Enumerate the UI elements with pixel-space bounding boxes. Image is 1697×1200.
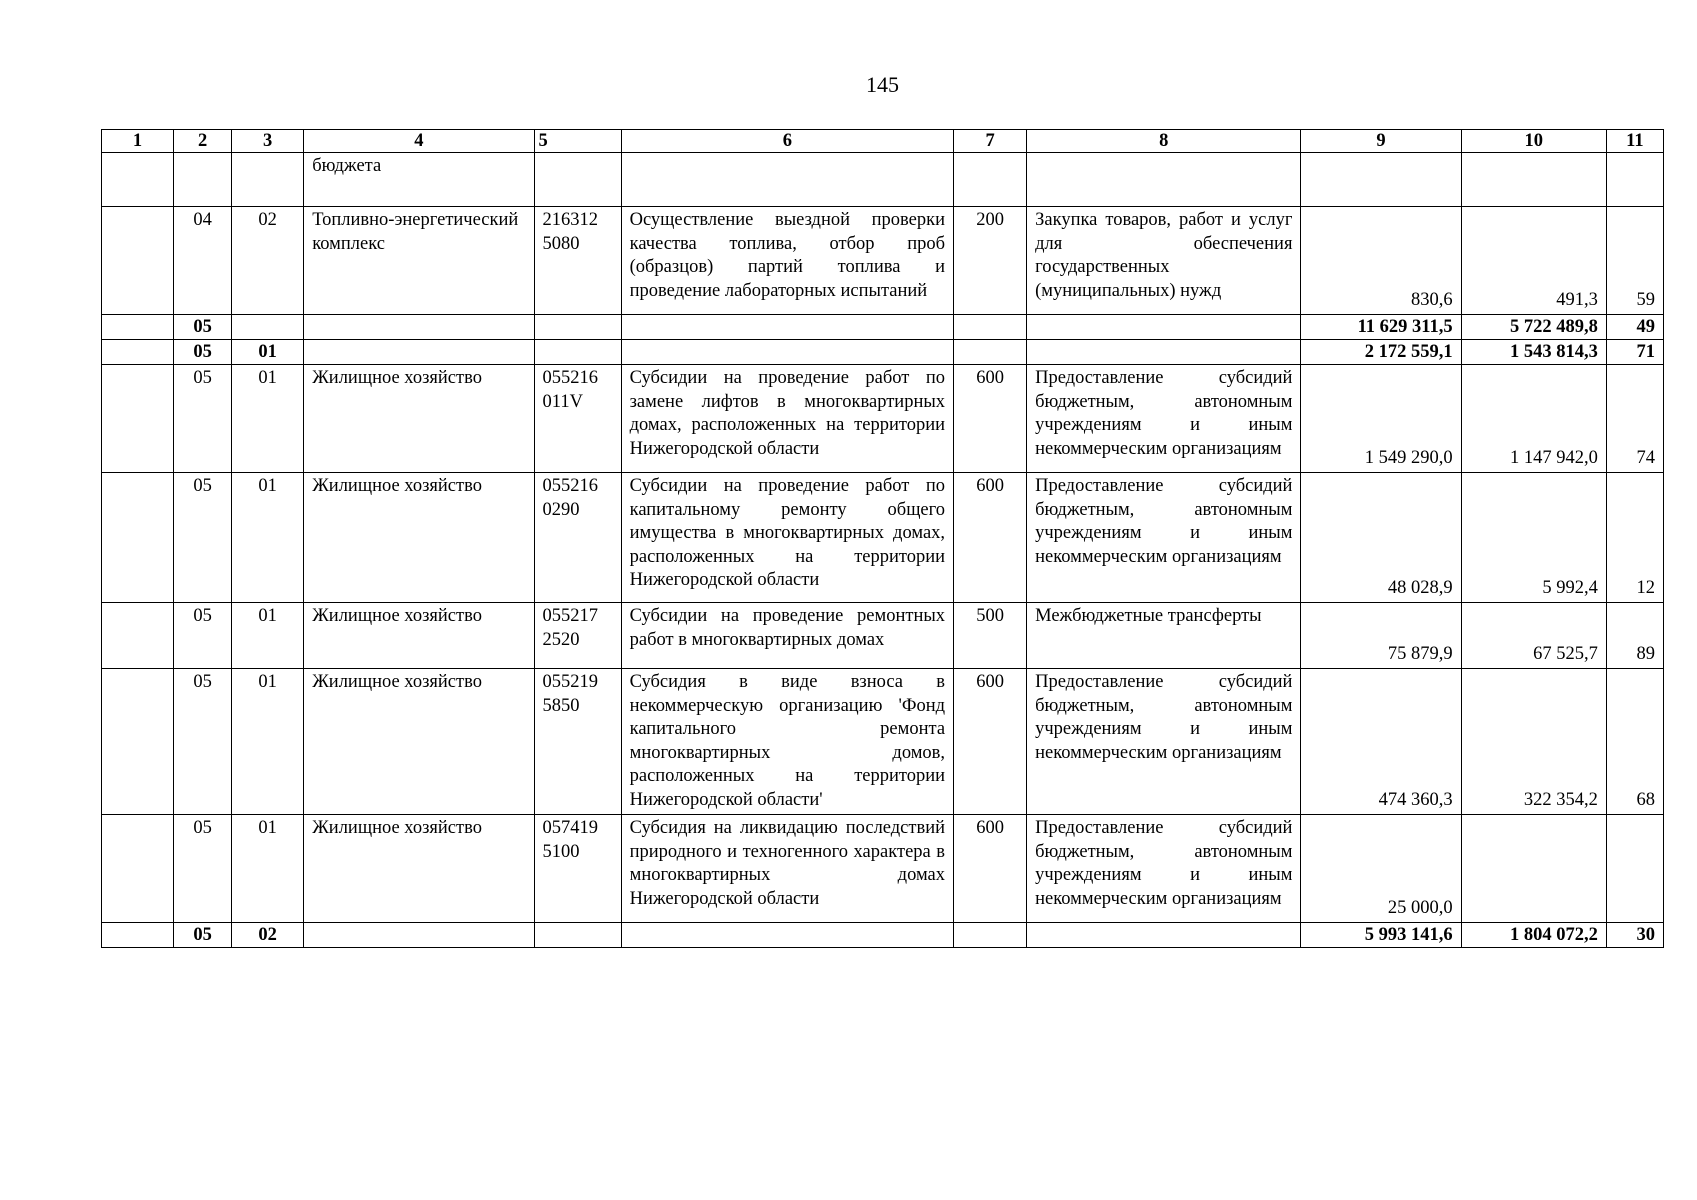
column-header: 8 (1027, 130, 1301, 153)
cell-expense-type (954, 315, 1027, 340)
cell-expense-name: Предоставление субсидий бюджетным, автономным учреждениям и иным некоммерческим организациям (1027, 473, 1301, 603)
cell-description: Субсидии на проведение ремонтных работ в многоквартирных домах (621, 603, 953, 669)
cell-planned: 75 879,9 (1301, 603, 1461, 669)
cell-executed (1461, 815, 1606, 923)
column-header: 5 (534, 130, 621, 153)
cell-description: Осуществление выездной проверки качества топлива, отбор проб (образцов) партий топлива и проведение лабораторных испытаний (621, 207, 953, 315)
cell-description (621, 315, 953, 340)
column-header: 1 (102, 130, 174, 153)
table-row (102, 365, 1664, 473)
cell-section: 05 (174, 315, 232, 340)
column-header: 11 (1606, 130, 1663, 153)
cell-description: Субсидии на проведение работ по замене лифтов в многоквартирных домах, расположенных на территории Нижегородской области (621, 365, 953, 473)
cell-expense-name (1027, 340, 1301, 365)
column-header: 6 (621, 130, 953, 153)
cell-section-name: Жилищное хозяйство (304, 473, 534, 603)
cell-subsection: 01 (232, 473, 304, 603)
cell-executed: 1 543 814,3 (1461, 340, 1606, 365)
table-row (102, 153, 1664, 207)
cell-planned (1301, 153, 1461, 207)
cell-section: 05 (174, 473, 232, 603)
cell-percent: 12 (1606, 473, 1663, 603)
cell-executed: 322 354,2 (1461, 669, 1606, 815)
cell-expense-name (1027, 923, 1301, 948)
cell-col1 (102, 923, 174, 948)
cell-expense-name: Предоставление субсидий бюджетным, автономным учреждениям и иным некоммерческим организациям (1027, 365, 1301, 473)
cell-expense-type: 600 (954, 669, 1027, 815)
cell-description: Субсидия на ликвидацию последствий природного и техногенного характера в многоквартирных домах Нижегородской области (621, 815, 953, 923)
cell-description (621, 340, 953, 365)
cell-target-code: 057419 5100 (534, 815, 621, 923)
cell-target-code (534, 340, 621, 365)
table-body (102, 153, 1664, 948)
column-header: 2 (174, 130, 232, 153)
cell-description: Субсидии на проведение работ по капитальному ремонту общего имущества в многоквартирных домах, расположенных на территории Нижегородской области (621, 473, 953, 603)
cell-description: Субсидия в виде взноса в некоммерческую организацию 'Фонд капитального ремонта многоквартирных домов, расположенных на территории Нижегородской области' (621, 669, 953, 815)
cell-percent: 59 (1606, 207, 1663, 315)
cell-description (621, 153, 953, 207)
cell-target-code: 216312 5080 (534, 207, 621, 315)
cell-subsection (232, 315, 304, 340)
cell-subsection: 02 (232, 923, 304, 948)
cell-percent: 89 (1606, 603, 1663, 669)
cell-target-code (534, 315, 621, 340)
cell-expense-type (954, 923, 1027, 948)
cell-section (174, 153, 232, 207)
cell-section-name (304, 315, 534, 340)
cell-executed: 5 722 489,8 (1461, 315, 1606, 340)
cell-subsection: 01 (232, 365, 304, 473)
cell-subsection: 01 (232, 669, 304, 815)
cell-executed: 491,3 (1461, 207, 1606, 315)
cell-planned: 474 360,3 (1301, 669, 1461, 815)
cell-col1 (102, 207, 174, 315)
cell-expense-type: 200 (954, 207, 1027, 315)
cell-percent: 68 (1606, 669, 1663, 815)
column-header: 4 (304, 130, 534, 153)
cell-expense-type: 600 (954, 473, 1027, 603)
cell-expense-type (954, 153, 1027, 207)
cell-section: 05 (174, 603, 232, 669)
page-number: 145 (866, 72, 899, 97)
cell-target-code (534, 153, 621, 207)
column-header: 7 (954, 130, 1027, 153)
cell-executed: 1 147 942,0 (1461, 365, 1606, 473)
cell-planned: 1 549 290,0 (1301, 365, 1461, 473)
cell-expense-name: Предоставление субсидий бюджетным, автономным учреждениям и иным некоммерческим организациям (1027, 815, 1301, 923)
cell-section-name (304, 340, 534, 365)
cell-expense-name: Предоставление субсидий бюджетным, автономным учреждениям и иным некоммерческим организациям (1027, 669, 1301, 815)
cell-target-code: 055216 011V (534, 365, 621, 473)
cell-section-name: Жилищное хозяйство (304, 365, 534, 473)
cell-planned: 830,6 (1301, 207, 1461, 315)
cell-subsection: 01 (232, 815, 304, 923)
cell-description (621, 923, 953, 948)
cell-section-name: Топливно-энергетический комплекс (304, 207, 534, 315)
cell-expense-type: 600 (954, 365, 1027, 473)
cell-subsection: 01 (232, 603, 304, 669)
cell-planned: 5 993 141,6 (1301, 923, 1461, 948)
header-row (102, 130, 1664, 153)
cell-executed: 67 525,7 (1461, 603, 1606, 669)
cell-executed (1461, 153, 1606, 207)
cell-percent: 74 (1606, 365, 1663, 473)
cell-section-name (304, 923, 534, 948)
cell-subsection (232, 153, 304, 207)
table-row (102, 473, 1664, 603)
cell-percent: 71 (1606, 340, 1663, 365)
cell-target-code (534, 923, 621, 948)
cell-section: 05 (174, 340, 232, 365)
cell-col1 (102, 603, 174, 669)
cell-percent: 30 (1606, 923, 1663, 948)
cell-executed: 5 992,4 (1461, 473, 1606, 603)
cell-planned: 48 028,9 (1301, 473, 1461, 603)
cell-expense-type: 600 (954, 815, 1027, 923)
cell-expense-name (1027, 315, 1301, 340)
table-row (102, 669, 1664, 815)
cell-section: 05 (174, 815, 232, 923)
cell-expense-type: 500 (954, 603, 1027, 669)
cell-target-code: 055216 0290 (534, 473, 621, 603)
cell-percent (1606, 153, 1663, 207)
cell-section: 05 (174, 365, 232, 473)
cell-target-code: 055219 5850 (534, 669, 621, 815)
cell-section-name: Жилищное хозяйство (304, 815, 534, 923)
cell-section-name: бюджета (304, 153, 534, 207)
cell-expense-name: Межбюджетные трансферты (1027, 603, 1301, 669)
cell-planned: 25 000,0 (1301, 815, 1461, 923)
table-row (102, 603, 1664, 669)
cell-section: 04 (174, 207, 232, 315)
cell-percent: 49 (1606, 315, 1663, 340)
cell-col1 (102, 473, 174, 603)
table-row-total (102, 340, 1664, 365)
table-row (102, 815, 1664, 923)
cell-col1 (102, 669, 174, 815)
cell-executed: 1 804 072,2 (1461, 923, 1606, 948)
cell-subsection: 02 (232, 207, 304, 315)
table-row (102, 207, 1664, 315)
cell-subsection: 01 (232, 340, 304, 365)
cell-expense-name: Закупка товаров, работ и услуг для обеспечения государственных (муниципальных) нужд (1027, 207, 1301, 315)
column-header: 10 (1461, 130, 1606, 153)
cell-section: 05 (174, 669, 232, 815)
cell-col1 (102, 315, 174, 340)
column-header: 3 (232, 130, 304, 153)
column-header: 9 (1301, 130, 1461, 153)
cell-target-code: 055217 2520 (534, 603, 621, 669)
table-row-total (102, 315, 1664, 340)
table-row-total (102, 923, 1664, 948)
cell-percent (1606, 815, 1663, 923)
cell-col1 (102, 340, 174, 365)
budget-table (101, 129, 1664, 948)
cell-col1 (102, 815, 174, 923)
cell-expense-type (954, 340, 1027, 365)
cell-col1 (102, 153, 174, 207)
cell-planned: 2 172 559,1 (1301, 340, 1461, 365)
cell-section-name: Жилищное хозяйство (304, 669, 534, 815)
cell-section-name: Жилищное хозяйство (304, 603, 534, 669)
cell-planned: 11 629 311,5 (1301, 315, 1461, 340)
cell-section: 05 (174, 923, 232, 948)
cell-expense-name (1027, 153, 1301, 207)
cell-col1 (102, 365, 174, 473)
